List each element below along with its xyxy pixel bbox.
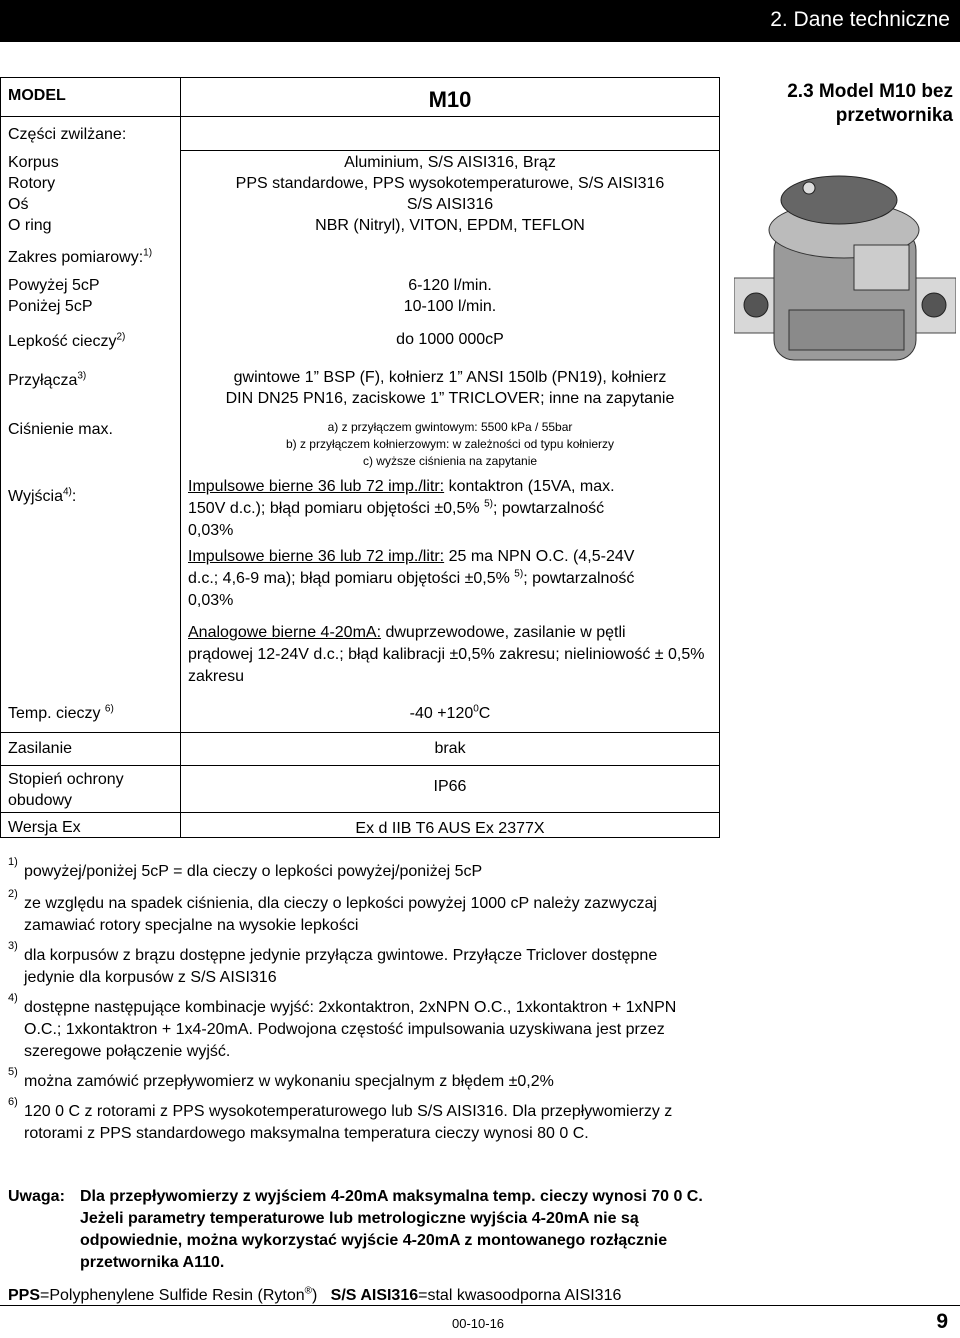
model-label: MODEL xyxy=(8,87,66,104)
footnote-2-num: 2) xyxy=(8,888,18,900)
footnote-1: powyżej/poniżej 5cP = dla cieczy o lepkości powyżej/poniżej 5cP xyxy=(24,863,483,880)
row-divider xyxy=(0,765,720,766)
definitions: PPS=Polyphenylene Sulfide Resin (Ryton®) S/S AISI316=stal kwasoodporna AISI316 xyxy=(8,1285,622,1304)
powyzej-value: 6-120 l/min. xyxy=(408,277,492,294)
row-divider xyxy=(0,116,720,117)
footer-rule xyxy=(0,1305,960,1306)
note-text: Dla przepływomierzy z wyjściem 4-20mA maksymalna temp. cieczy wynosi 70 0 C. Jeżeli parametry temperaturowe lub metrologiczne wyjścia 4-20mA nie są odpowiednie, można wykorzystać wyjście 4-20mA z montowanego rozłącznie przetwornika A110. xyxy=(80,1188,703,1271)
stopien-label-2: obudowy xyxy=(8,792,73,809)
przylacza-value-2: DIN DN25 PN16, zaciskowe 1” TRICLOVER; inne na zapytanie xyxy=(225,390,675,407)
rotory-value: PPS standardowe, PPS wysokotemperaturowe, S/S AISI316 xyxy=(235,175,665,192)
output-npn: Impulsowe bierne 36 lub 72 imp./litr: 25 ma NPN O.C. (4,5-24V d.c.; 4,6-9 ma); błąd pomiaru objętości ±0,5% $^{5)}$; powtarzalność 0,03% xyxy=(188,548,635,609)
powyzej-label: Powyżej 5cP xyxy=(8,277,100,294)
zasilanie-value: brak xyxy=(434,740,466,757)
przylacza-value-1: gwintowe 1” BSP (F), kołnierz 1” ANSI 150lb (PN19), kołnierz xyxy=(233,369,667,386)
oring-label: O ring xyxy=(8,217,52,234)
lepkosc-value: do 1000 000cP xyxy=(396,331,504,348)
temp-label: Temp. cieczy $^{6)}$ xyxy=(8,703,114,722)
ponizej-label: Poniżej 5cP xyxy=(8,298,93,315)
flowmeter-image xyxy=(734,160,956,370)
footnote-5: można zamówić przepływomierz w wykonaniu specjalnym z błędem ±0,2% xyxy=(24,1073,554,1090)
model-value: M10 xyxy=(428,87,472,112)
zakres-label: Zakres pomiarowy:$^{1)}$ xyxy=(8,247,153,266)
row-divider xyxy=(180,150,720,151)
temp-value: $-40 +120^0C$ xyxy=(409,703,491,722)
cisnienie-value-c: c) wyższe ciśnienia na zapytanie xyxy=(362,454,538,468)
korpus-value: Aluminium, S/S AISI316, Brąz xyxy=(344,154,556,171)
ponizej-value: 10-100 l/min. xyxy=(403,298,497,315)
footnote-4: dostępne następujące kombinacje wyjść: 2xkontaktron, 2xNPN O.C., 1xkontaktron + 1xNPN O.C.; 1xkontaktron + 1x4-20mA. Podwojona częstość impulsowania uzyskiwana jest przez szeregowe połączenie wyjść. xyxy=(24,999,677,1060)
section-title: 2. Dane techniczne xyxy=(770,8,950,31)
footnote-2: ze względu na spadek ciśnienia, dla cieczy o lepkości powyżej 1000 cP należy zazwyczaj zamawiać rotory specjalne na wysokie lepkości xyxy=(24,895,657,934)
row-divider xyxy=(0,732,720,733)
stopien-label-1: Stopień ochrony xyxy=(8,771,124,788)
side-title: 2.3 Model M10 bez przetwornika xyxy=(787,81,953,126)
oring-value: NBR (Nitryl), VITON, EPDM, TEFLON xyxy=(315,217,585,234)
cisnienie-label: Ciśnienie max. xyxy=(8,421,113,438)
row-divider xyxy=(0,812,720,813)
wetted-label: Części zwilżane: xyxy=(8,126,127,143)
stopien-value: IP66 xyxy=(433,778,467,795)
cisnienie-value-a: a) z przyłączem gwintowym: 5500 kPa / 55bar xyxy=(327,420,573,434)
wersja-label: Wersja Ex xyxy=(8,819,81,836)
wyjscia-label: Wyjścia$^{4)}$: xyxy=(8,486,77,505)
page-number: 9 xyxy=(936,1310,948,1333)
wersja-value: Ex d IIB T6 AUS Ex 2377X xyxy=(355,820,545,837)
rotory-label: Rotory xyxy=(8,175,56,192)
output-analog: Analogowe bierne 4-20mA: dwuprzewodowe, zasilanie w pętli prądowej 12-24V d.c.; błąd kalibracji ±0,5% zakresu; nieliniowość ± 0,5% zakresu xyxy=(188,624,705,685)
footnote-3: dla korpusów z brązu dostępne jedynie przyłącza gwintowe. Przyłącze Triclover dostępne jedynie dla korpusów z S/S AISI316 xyxy=(24,947,658,986)
note-label: Uwaga: xyxy=(8,1188,65,1205)
footnote-6: 120 0 C z rotorami z PPS wysokotemperaturowego lub S/S AISI316. Dla przepływomierzy z rotorami z PPS standardowego maksymalna temperatura cieczy wynosi 80 0 C. xyxy=(24,1103,673,1142)
os-label: Oś xyxy=(8,196,29,213)
footnote-3-num: 3) xyxy=(8,940,18,952)
os-value: S/S AISI316 xyxy=(406,196,494,213)
lepkosc-label: Lepkość cieczy$^{2)}$ xyxy=(8,331,126,350)
cisnienie-value-b: b) z przyłączem kołnierzowym: w zależności od typu kołnierzy xyxy=(285,437,615,451)
zasilanie-label: Zasilanie xyxy=(8,740,73,757)
footnote-1-num: 1) xyxy=(8,856,18,868)
footnote-6-num: 6) xyxy=(8,1096,18,1108)
output-contact: Impulsowe bierne 36 lub 72 imp./litr: kontaktron (15VA, max. 150V d.c.); błąd pomiaru objętości ±0,5% $^{5)}$; powtarzalność 0,03% xyxy=(188,478,615,539)
footnote-5-num: 5) xyxy=(8,1066,18,1078)
przylacza-label: Przyłącza$^{3)}$ xyxy=(8,370,87,389)
footer-date: 00-10-16 xyxy=(452,1316,505,1331)
footnote-4-num: 4) xyxy=(8,992,18,1004)
korpus-label: Korpus xyxy=(8,154,59,171)
